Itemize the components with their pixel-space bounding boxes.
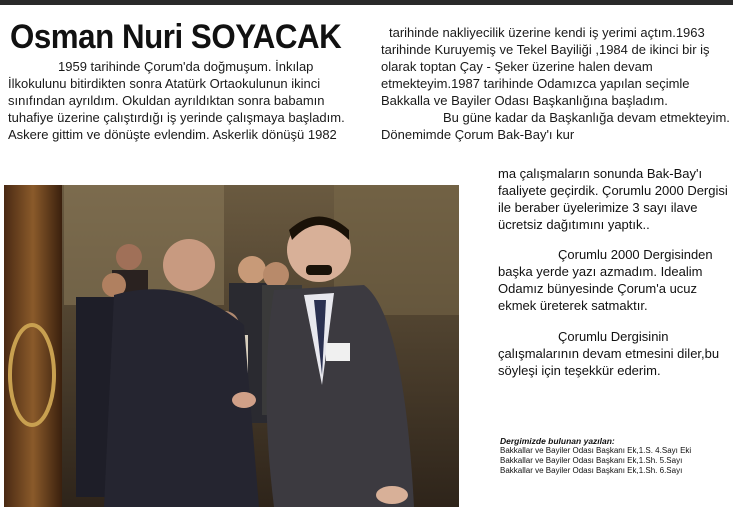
top-rule: [0, 0, 733, 5]
wrap-paragraph: Çorumlu 2000 Dergisinden başka yerde yazı azmadım. Idealim Odamız bünyesinde Çorum'a ucuz ekmek üreterek satmaktır.: [498, 247, 713, 313]
right-paragraph: tarihinde nakliyecilik üzerine kendi iş yerimi açtım.1963 tarihinde Kuruyemiş ve Tekel Bayiliği ,1984 de ikinci bir iş olarak toptan Çay - Şeker üzerine halen devam etmekteyim.1987 tarihinde Odamızca yapılan seçimle Bakkalla ve Bayiler Odası Başkanlığına başladım.: [381, 25, 710, 108]
reference-item: Bakkallar ve Bayiler Odası Başkanı Ek,1.Sh. 6.Sayı: [500, 466, 683, 475]
references-box: [500, 436, 732, 476]
references-heading: Dergimizde bulunan yazılan:: [500, 436, 615, 446]
left-paragraph: 1959 tarihinde Çorum'da doğmuşum. İnkılap İlkokulunu bitirdikten sonra Atatürk Ortaokulunun ikinci sınıfından ayrıldım. Okuldan ayrıldıktan sonra babamın tuhafiye üzerine çalıştırdığı iş yerinde çalışmaya başladım. Askere gittim ve dönüşte evlendim. Askerlik dönüşü 1982: [8, 59, 345, 142]
photo-illustration: [4, 185, 459, 507]
wrap-column: [498, 152, 730, 392]
wrap-paragraph: Çorumlu Dergisinin çalışmalarının devam etmesini diler,bu söyleşi için teşekkür ederim.: [498, 329, 720, 378]
right-paragraph: Bu güne kadar da Başkanlığa devam etmekteyim. Dönemimde Çorum Bak-Bay'ı kur: [381, 110, 730, 142]
left-column: [8, 58, 350, 143]
reference-item: Bakkallar ve Bayiler Odası Başkanı Ek,1.Sh. 5.Sayı: [500, 456, 683, 465]
article-title: Osman Nuri SOYACAK: [10, 18, 342, 56]
reference-item: Bakkallar ve Bayiler Odası Başkanı Ek,1.S. 4.Sayı Eki: [500, 446, 692, 455]
event-photo: [4, 185, 459, 507]
right-column: [381, 24, 733, 143]
wrap-paragraph: ma çalışmaların sonunda Bak-Bay'ı faaliyete geçirdik. Çorumlu 2000 Dergisi ile beraber üyelerimize 3 sayı ilave ücretsiz dağıtımını yaptık..: [498, 166, 728, 232]
